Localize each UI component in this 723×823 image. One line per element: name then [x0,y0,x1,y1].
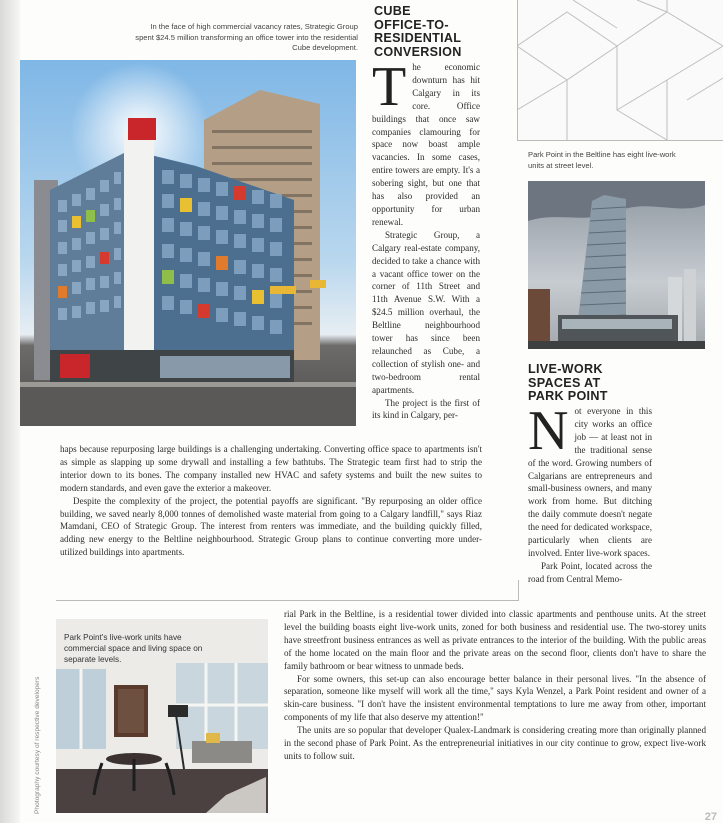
cube-article-column [372,56,480,422]
heading-line: RESIDENTIAL [374,31,462,45]
parkpoint-tower-photo [528,181,705,349]
heading-line: SPACES AT [528,375,601,390]
parkpoint-photo-caption: Park Point in the Beltline has eight live-work units at street level. [528,150,676,170]
cube-paragraph-2: Strategic Group, a Calgary real-estate company, decided to take a chance with a vacant office tower on the corner of 11th Street and 11th Avenue S.W. With a $24.5 million overhaul, the Beltline neighbourhood tower has since been relaunched as Cube, a collection of stylish one- and two-bedroom rental apartments. [372,229,480,395]
cube-building-photo [20,60,356,426]
cube-line-illustration [517,0,723,140]
divider-vertical-top [517,0,518,140]
livework-article-column [528,400,652,586]
page-number: 27 [704,811,717,823]
cube-photo-caption: In the face of high commercial vacancy rates, Strategic Group spent $24.5 million transforming an office tower into the residential Cube development. [135,22,358,52]
cube-paragraph-5: Despite the complexity of the project, the potential payoffs are significant. "By repurposing an older office building, we saved nearly 8,000 tonnes of demolished waste material from going to a Calgary landfill," says Riaz Mamdani, CEO of Strategic Group. The interest from renters was immediate, and the building quickly filled, adding new energy to the Beltline neighbourhood. Strategic Group plans to continue converting more under-utilized buildings into apartments. [60,495,482,558]
livework-article-wide-text [284,608,706,763]
cube-line-art [517,0,723,140]
drop-cap: T [372,56,407,118]
heading-line: LIVE-WORK [528,362,603,376]
cube-paragraph-4: haps because repurposing large buildings is a challenging undertaking. Converting office space to apartments isn't as simple as slapping up some drywall and installing a few bathtubs. The Strategic team first had to strip the interior down to its bones. The company installed new HVAC and safety systems and built the new suites to modern standards, and even gave the exterior a makeover. [60,444,482,493]
livework-paragraph-5: The units are so popular that developer Qualex-Landmark is considering creating more than originally planned in the second phase of Park Point. As the entrepreneurial initiatives in our city continue to grow, expect live-work units to follow suit. [284,725,706,761]
heading-line: OFFICE-TO- [374,17,449,32]
livework-paragraph-2: Park Point, located across the road from Central Memo- [528,560,652,584]
cube-article-heading [374,5,484,59]
photo-credit: Photography courtesy of respective developers [34,676,41,814]
heading-line: CUBE [374,4,411,18]
livework-paragraph-1 [528,400,652,560]
cube-paragraph-3: The project is the first of its kind in Calgary, per- [372,397,480,421]
page-spine-shadow [0,0,20,823]
divider-vertical-bottom [518,580,519,601]
paragraph-text: he economic downturn has hit Calgary in its core. Office buildings that once saw companies clamouring for space now boast ample vacancies. In some cases, entire towers are empty. It's a sobering sight, but one that has also provided an opportunity for urban renewal. [372,62,480,227]
divider-top-right [517,140,723,141]
livework-paragraph-3: rial Park in the Beltline, is a residential tower divided into classic apartments and penthouse units. At the street level the building boasts eight live-work units, zoned for both business and residential use. The two-storey units have streetfront business entrances as well as private entrances to the interior of the building. With the public areas of the home located on the main floor and the private areas on the second floor, clients don't have to share the family bathroom or bear witness to unmade beds. [284,609,706,671]
cube-paragraph-1 [372,56,480,229]
cube-building-illustration [20,60,356,426]
paragraph-text: ot everyone in this city works an office job — at least not in the traditional sense of the word. Growing numbers of Calgarians are entrepreneurs and small-business owners, and many work from home. But ditching the daily commute doesn't negate the need for dedicated workspace, particularly when clients are involved. Enter live-work spaces. [528,406,652,558]
drop-cap: N [528,400,569,462]
livework-photo-caption: Park Point's live-work units have commercial space and living space on separate levels. [64,633,203,664]
heading-line: CONVERSION [374,44,462,59]
cube-article-wide-text [60,443,482,559]
livework-paragraph-4: For some owners, this set-up can also encourage better balance in their personal lives. "In the absence of separation, someone like myself will work all the time," says Kyla Wenzel, a Park Point resident and owner of a skin-care business. "I don't have the insistent environmental temptations to lure me away from other, important components of my life that also deserve my attention!" [284,673,706,723]
parkpoint-tower-illustration [528,181,705,349]
livework-article-heading [528,363,688,404]
divider-bottom-section [56,600,518,601]
heading-line: PARK POINT [528,389,608,403]
